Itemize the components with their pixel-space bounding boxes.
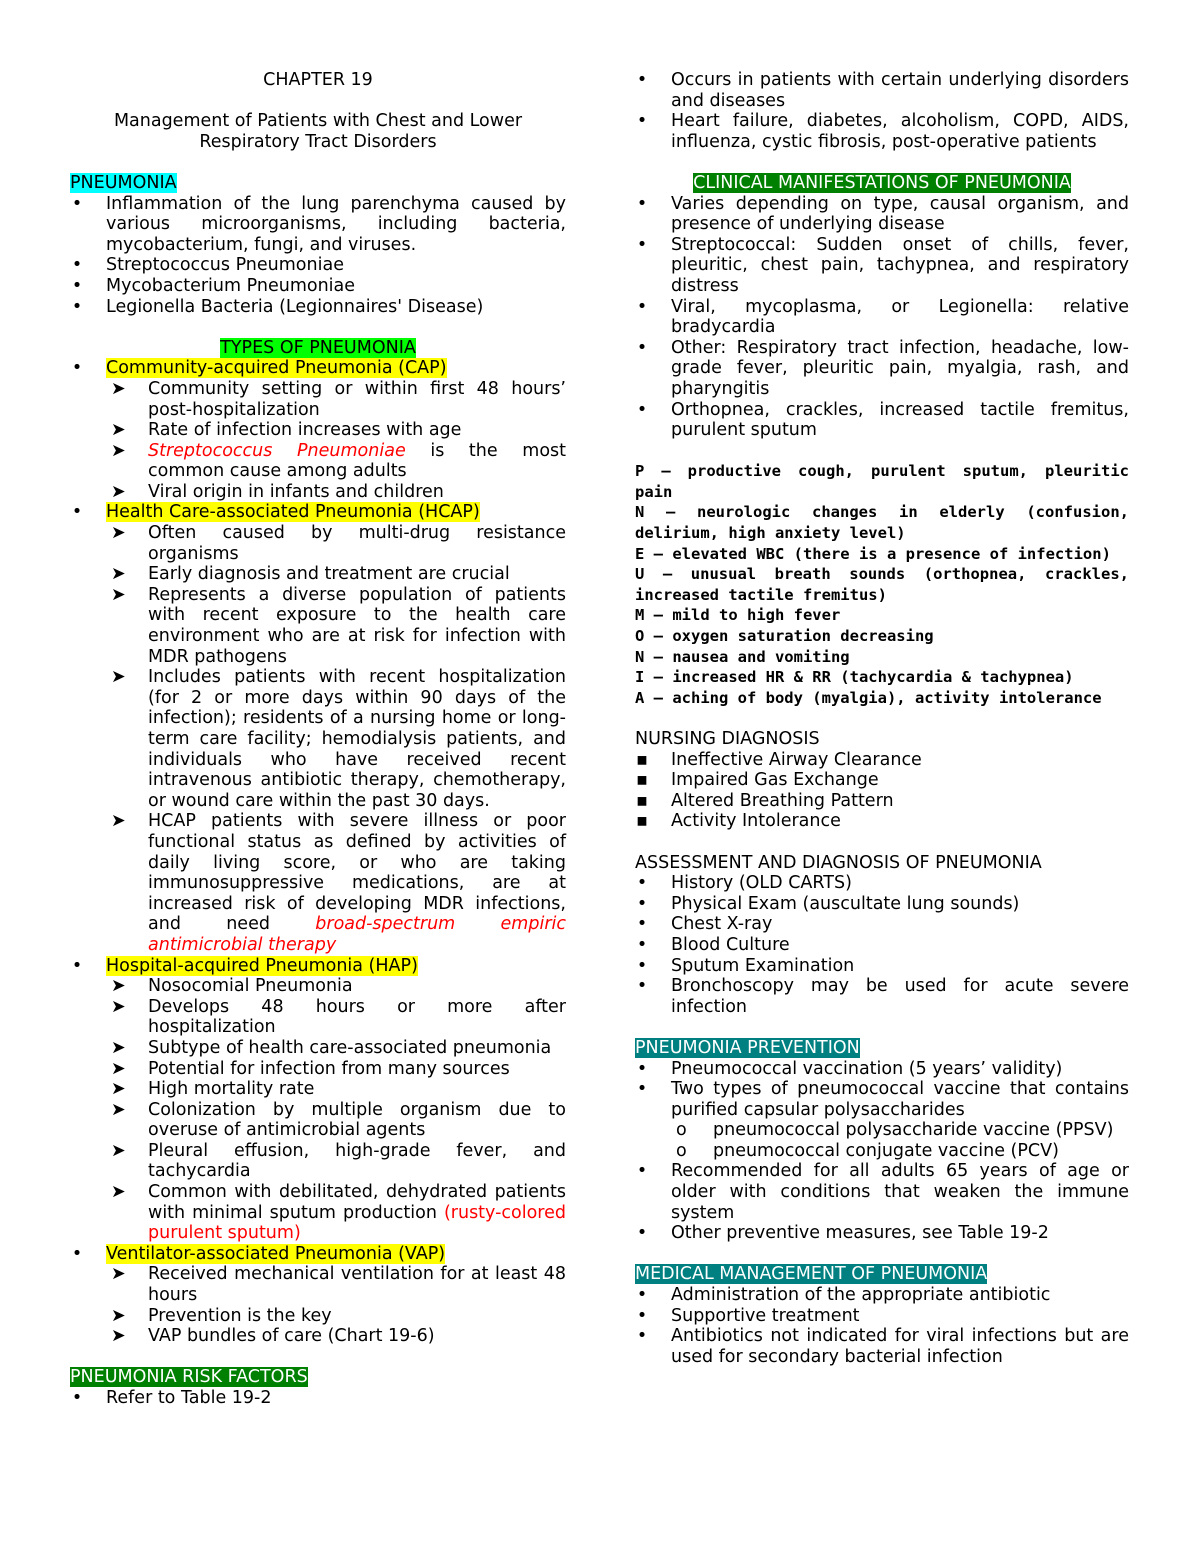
type-hap (70, 956, 566, 1244)
hcap-title: Health Care-associated Pneumonia (HCAP) (106, 502, 480, 523)
arrow-bullet-icon: ➤ (111, 976, 126, 997)
bullet-icon: • (636, 893, 648, 914)
cap-sublist (106, 379, 566, 503)
arrow-bullet-icon: ➤ (111, 1305, 126, 1326)
list-item: • Chest X-ray (636, 914, 773, 935)
assessment-list (635, 873, 1129, 1017)
section-heading-medical: MEDICAL MANAGEMENT OF PNEUMONIA (635, 1264, 988, 1285)
prevention-list (635, 1059, 1129, 1244)
arrow-bullet-icon: ➤ (111, 1058, 126, 1079)
bullet-icon: • (636, 1161, 648, 1182)
arrow-bullet-icon: ➤ (111, 378, 126, 399)
list-item: • Streptococcal: Sudden onset of chills, fever, pleuritic, chest pain, tachypnea, and respiratory distress (636, 234, 1129, 296)
list-item: • Supportive treatment (636, 1305, 860, 1326)
list-item: • Varies depending on type, causal organism, and presence of underlying disease (636, 193, 1129, 235)
list-item: ➤ High mortality rate (111, 1079, 315, 1100)
mnemonic-line: I – increased HR & RR (tachycardia & tachypnea) (635, 668, 1074, 687)
bullet-icon: • (636, 337, 648, 358)
arrow-bullet-icon: ➤ (111, 996, 126, 1017)
list-item: • Viral, mycoplasma, or Legionella: relative bradycardia (636, 296, 1129, 338)
bullet-icon: • (636, 193, 648, 214)
type-vap (70, 1244, 566, 1347)
list-item: ➤ Subtype of health care-associated pneumonia (111, 1037, 552, 1058)
list-item: ➤ Includes patients with recent hospitalization (for 2 or more days within 90 days of the infection); residents of a nursing home or long-term care facility; hemodialysis patients, and individuals who have received recent intravenous antibiotic therapy, chemotherapy, or wound care within the past 30 days. (111, 667, 566, 811)
bullet-icon: • (636, 234, 648, 255)
bullet-icon: • (71, 193, 83, 214)
risk-list (70, 1388, 566, 1409)
bullet-icon: • (636, 70, 648, 90)
section-heading-nursing: NURSING DIAGNOSIS (635, 729, 820, 749)
section-heading-clinical: CLINICAL MANIFESTATIONS OF PNEUMONIA (693, 172, 1071, 193)
hcap-sublist (106, 523, 566, 955)
list-item: ➤ Colonization by multiple organism due to overuse of antimicrobial agents (111, 1099, 566, 1141)
arrow-bullet-icon: ➤ (111, 420, 126, 441)
bullet-icon: • (71, 502, 83, 523)
list-item: • Streptococcus Pneumoniae (71, 255, 344, 276)
arrow-bullet-icon: ➤ (111, 1099, 126, 1120)
mnemonic-line: P – productive cough, purulent sputum, pleuritic pain (635, 462, 1129, 501)
list-item: ▪ Activity Intolerance (636, 811, 841, 832)
list-item: ➤ Early diagnosis and treatment are crucial (111, 564, 510, 585)
bullet-icon: • (636, 955, 648, 976)
bullet-icon: • (636, 934, 648, 955)
bullet-icon: • (636, 1305, 648, 1326)
list-item: ➤ Develops 48 hours or more after hospitalization (111, 996, 566, 1038)
list-item: • Blood Culture (636, 934, 790, 955)
section-heading-assessment: ASSESSMENT AND DIAGNOSIS OF PNEUMONIA (635, 852, 1042, 873)
bullet-icon: • (636, 1223, 648, 1244)
bullet-icon: • (636, 914, 648, 935)
nursing-list (635, 750, 1129, 832)
list-item: ➤ Represents a diverse population of patients with recent exposure to the health care environment who are at risk for infection with MDR pathogens (111, 584, 566, 667)
bullet-icon: • (636, 1285, 648, 1306)
bullet-icon: • (636, 399, 648, 420)
list-item: • Sputum Examination (636, 955, 855, 976)
right-column (635, 70, 1129, 1367)
bullet-icon: • (636, 1058, 648, 1079)
list-item: ➤ VAP bundles of care (Chart 19-6) (111, 1326, 435, 1347)
list-item: • Orthopnea, crackles, increased tactile fremitus, purulent sputum (636, 399, 1129, 441)
vaccine-sublist (671, 1120, 1129, 1161)
bullet-icon: • (71, 1243, 83, 1264)
arrow-bullet-icon: ➤ (111, 1182, 126, 1203)
list-item: • Recommended for all adults 65 years of age or older with conditions that weaken the immune system (636, 1161, 1129, 1223)
square-bullet-icon: ▪ (636, 749, 648, 770)
list-item: ➤ Often caused by multi-drug resistance organisms (111, 523, 566, 564)
list-item: • Legionella Bacteria (Legionnaires' Disease) (71, 296, 484, 317)
arrow-bullet-icon: ➤ (111, 1140, 126, 1161)
types-list (70, 358, 566, 1347)
list-item: ➤ Received mechanical ventilation for at least 48 hours (111, 1264, 566, 1306)
mnemonic-line: N – neurologic changes in elderly (confusion, delirium, high anxiety level) (635, 503, 1129, 543)
list-item: • Antibiotics not indicated for viral infections but are used for secondary bacterial infection (636, 1326, 1129, 1367)
cap-title: Community-acquired Pneumonia (CAP) (106, 358, 447, 379)
bullet-icon: • (636, 111, 648, 132)
mnemonic-block (635, 461, 1129, 708)
arrow-bullet-icon: ➤ (111, 1079, 126, 1100)
square-bullet-icon: ▪ (636, 770, 648, 791)
chapter-subtitle: Management of Patients with Chest and Lower Respiratory Tract Disorders (113, 111, 523, 152)
list-item: • Physical Exam (auscultate lung sounds) (636, 893, 1020, 914)
arrow-bullet-icon: ➤ (111, 811, 126, 832)
list-item: ➤ Streptococcus Pneumoniae is the most common cause among adults (111, 440, 567, 482)
bullet-icon: • (636, 1079, 648, 1100)
list-item: ➤ Potential for infection from many sources (111, 1058, 510, 1079)
arrow-bullet-icon: ➤ (111, 440, 126, 461)
list-item: • Two types of pneumococcal vaccine that contains purified capsular polysaccharides o pneumococcal polysaccharide vaccine (PPSV) o pneumococcal conjugate vaccine (PCV) (636, 1079, 1129, 1161)
mnemonic-line: O – oxygen saturation decreasing (635, 627, 934, 646)
arrow-bullet-icon: ➤ (111, 523, 126, 544)
list-item: • Occurs in patients with certain underlying disorders and diseases (636, 70, 1129, 111)
vap-title: Ventilator-associated Pneumonia (VAP) (106, 1243, 446, 1264)
bullet-icon: • (636, 1326, 648, 1347)
medical-list (635, 1285, 1129, 1367)
list-item: ➤ HCAP patients with severe illness or poor functional status as defined by activities of daily living score, or who are taking immunosuppressive medications, are at increased risk of developing MDR infections, and need broad-spectrum empiric antimicrobial therapy (111, 811, 566, 955)
list-item: • Other preventive measures, see Table 19-2 (636, 1223, 1049, 1244)
hap-sublist (106, 976, 566, 1244)
arrow-bullet-icon: ➤ (111, 564, 126, 585)
mnemonic-line: N – nausea and vomiting (635, 647, 850, 666)
arrow-bullet-icon: ➤ (111, 1264, 126, 1285)
bullet-icon: • (636, 976, 648, 997)
list-item: • Mycobacterium Pneumoniae (71, 275, 356, 296)
list-item: • Administration of the appropriate antibiotic (636, 1285, 1051, 1306)
chapter-title: CHAPTER 19 (263, 70, 373, 90)
list-item: • Heart failure, diabetes, alcoholism, COPD, AIDS, influenza, cystic fibrosis, post-operative patients (636, 111, 1129, 152)
mnemonic-line: A – aching of body (myalgia), activity intolerance (635, 688, 1102, 707)
arrow-bullet-icon: ➤ (111, 1326, 126, 1347)
list-item: o pneumococcal conjugate vaccine (PCV) (676, 1140, 1059, 1161)
section-heading-prevention: PNEUMONIA PREVENTION (635, 1037, 860, 1058)
list-item: ➤ Viral origin in infants and children (111, 481, 444, 502)
bullet-icon: • (71, 955, 83, 976)
list-item: ➤ Pleural effusion, high-grade fever, and tachycardia (111, 1140, 566, 1182)
arrow-bullet-icon: ➤ (111, 1037, 126, 1058)
list-item: ➤ Rate of infection increases with age (111, 420, 462, 441)
section-heading-types: TYPES OF PNEUMONIA (220, 337, 416, 358)
bullet-icon: • (71, 296, 83, 317)
section-heading-pneumonia: PNEUMONIA (70, 172, 177, 193)
circle-bullet-icon: o (676, 1120, 687, 1141)
mnemonic-line: E – elevated WBC (there is a presence of infection) (635, 544, 1111, 563)
list-item: ▪ Ineffective Airway Clearance (636, 749, 922, 770)
type-hcap (70, 502, 566, 955)
list-item: ▪ Impaired Gas Exchange (636, 770, 879, 791)
type-cap (70, 358, 566, 502)
circle-bullet-icon: o (676, 1140, 687, 1161)
list-item: ➤ Nosocomial Pneumonia (111, 976, 353, 997)
list-item: ➤ Community setting or within first 48 hours’ post-hospitalization (111, 378, 566, 420)
hap-title: Hospital-acquired Pneumonia (HAP) (106, 955, 418, 976)
list-item: • History (OLD CARTS) (636, 873, 852, 894)
arrow-bullet-icon: ➤ (111, 481, 126, 502)
list-item: • Refer to Table 19-2 (71, 1388, 272, 1408)
mnemonic-line: M – mild to high fever (635, 606, 841, 625)
list-item: ➤ Common with debilitated, dehydrated patients with minimal sputum production (rusty-colored purulent sputum) (111, 1182, 566, 1244)
arrow-bullet-icon: ➤ (111, 584, 126, 605)
clinical-list (635, 194, 1129, 441)
bullet-icon: • (71, 275, 83, 296)
vap-sublist (106, 1264, 566, 1346)
list-item: ▪ Altered Breathing Pattern (636, 790, 894, 811)
mnemonic-line: U – unusual breath sounds (orthopnea, crackles, increased tactile fremitus) (635, 565, 1129, 604)
risk-continued-list (635, 70, 1129, 152)
list-item: • Other: Respiratory tract infection, headache, low-grade fever, pleuritic pain, myalgia, rash, and pharyngitis (636, 337, 1129, 399)
bullet-icon: • (636, 296, 648, 317)
list-item: • Bronchoscopy may be used for acute severe infection (636, 976, 1129, 1017)
bullet-icon: • (71, 255, 83, 276)
section-heading-risk-factors: PNEUMONIA RISK FACTORS (70, 1367, 308, 1388)
bullet-icon: • (636, 873, 648, 894)
bullet-icon: • (71, 1388, 83, 1408)
list-item: o pneumococcal polysaccharide vaccine (PPSV) (676, 1120, 1114, 1141)
square-bullet-icon: ▪ (636, 790, 648, 811)
list-item: ➤ Prevention is the key (111, 1305, 332, 1326)
left-column (70, 70, 566, 1409)
pneumonia-list (70, 194, 566, 318)
list-item: • Pneumococcal vaccination (5 years’ validity) (636, 1058, 1063, 1079)
square-bullet-icon: ▪ (636, 811, 648, 832)
bullet-icon: • (71, 358, 83, 379)
arrow-bullet-icon: ➤ (111, 667, 126, 688)
list-item: • Inflammation of the lung parenchyma caused by various microorganisms, including bacteria, mycobacterium, fungi, and viruses. (71, 193, 566, 255)
